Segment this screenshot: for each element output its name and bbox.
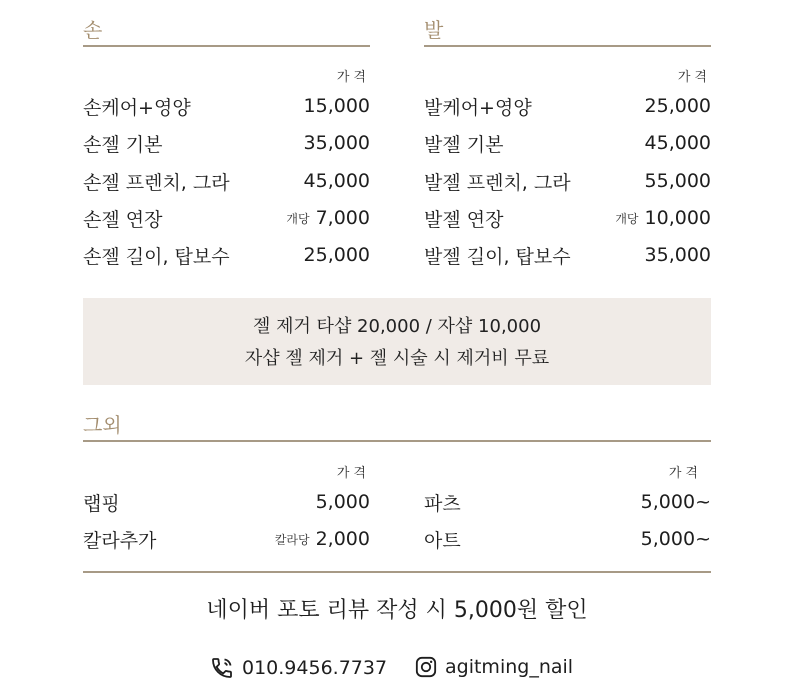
other-menu-row — [424, 525, 711, 553]
other-section-divider — [83, 440, 711, 442]
hand-menu-row — [83, 204, 370, 232]
phone-number: 010.9456.7737 — [242, 657, 388, 679]
foot-menu-row — [424, 129, 711, 157]
menu-item-price: 5,000~ — [640, 528, 711, 550]
menu-item-name: 손젤 길이, 탑보수 — [83, 245, 230, 268]
menu-item-price: 5,000~ — [640, 491, 711, 513]
menu-item-name: 파츠 — [424, 492, 461, 515]
phone-contact[interactable] — [210, 656, 387, 680]
notice-line-1: 젤 제거 타샵 20,000 / 자샵 10,000 — [252, 316, 542, 337]
instagram-icon — [415, 656, 437, 678]
foot-menu-row — [424, 241, 711, 269]
other-right-price-header: 가격 — [668, 466, 702, 481]
hand-menu-row — [83, 129, 370, 157]
menu-item-price: 5,000 — [315, 491, 370, 513]
foot-section-divider — [424, 45, 711, 47]
menu-item-price: 35,000 — [303, 132, 370, 154]
foot-menu-row — [424, 167, 711, 195]
notice-line-2: 자샵 젤 제거 + 젤 시술 시 제거비 무료 — [244, 348, 550, 369]
hand-menu-row — [83, 241, 370, 269]
hand-section-divider — [83, 45, 370, 47]
other-section-title: 그외 — [83, 413, 122, 437]
menu-item-name: 발젤 연장 — [424, 208, 504, 231]
foot-section-title: 발 — [424, 18, 444, 42]
menu-item-price: 25,000 — [644, 95, 711, 117]
menu-item-name: 발젤 길이, 탑보수 — [424, 245, 571, 268]
menu-item-price: 2,000 — [315, 528, 370, 550]
menu-item-price: 25,000 — [303, 244, 370, 266]
menu-item-name: 손젤 프렌치, 그라 — [83, 171, 230, 194]
foot-menu-row — [424, 204, 711, 232]
hand-section-title: 손 — [83, 18, 103, 42]
other-left-price-header: 가격 — [336, 466, 370, 481]
menu-item-name: 발젤 프렌치, 그라 — [424, 171, 571, 194]
menu-item-price: 15,000 — [303, 95, 370, 117]
footer-divider — [83, 571, 711, 573]
other-menu-row — [83, 488, 370, 516]
menu-item-price: 45,000 — [644, 132, 711, 154]
foot-price-header: 가격 — [677, 70, 711, 85]
menu-item-unit: 칼라당 — [274, 532, 310, 547]
hand-menu-row — [83, 92, 370, 120]
menu-item-price: 7,000 — [315, 207, 370, 229]
menu-item-name: 손케어+영양 — [83, 96, 191, 119]
other-menu-row — [83, 525, 370, 553]
menu-item-price: 35,000 — [644, 244, 711, 266]
menu-item-name: 칼라추가 — [83, 529, 157, 552]
menu-item-name: 손젤 기본 — [83, 133, 163, 156]
menu-item-price: 55,000 — [644, 170, 711, 192]
phone-icon — [210, 656, 234, 680]
menu-item-name: 랩핑 — [83, 492, 120, 515]
menu-item-name: 아트 — [424, 529, 461, 552]
foot-menu-row — [424, 92, 711, 120]
instagram-contact[interactable] — [415, 656, 573, 678]
menu-item-unit: 개당 — [286, 211, 310, 226]
instagram-handle: agitming_nail — [445, 656, 574, 678]
menu-item-name: 발케어+영양 — [424, 96, 532, 119]
menu-item-unit: 개당 — [615, 211, 639, 226]
review-discount-text: 네이버 포토 리뷰 작성 시 5,000원 할인 — [206, 598, 588, 623]
menu-item-name: 손젤 연장 — [83, 208, 163, 231]
gel-removal-notice — [83, 298, 711, 385]
menu-item-price: 45,000 — [303, 170, 370, 192]
menu-item-price: 10,000 — [644, 207, 711, 229]
hand-price-header: 가격 — [336, 70, 370, 85]
hand-menu-row — [83, 167, 370, 195]
menu-item-name: 발젤 기본 — [424, 133, 504, 156]
other-menu-row — [424, 488, 711, 516]
